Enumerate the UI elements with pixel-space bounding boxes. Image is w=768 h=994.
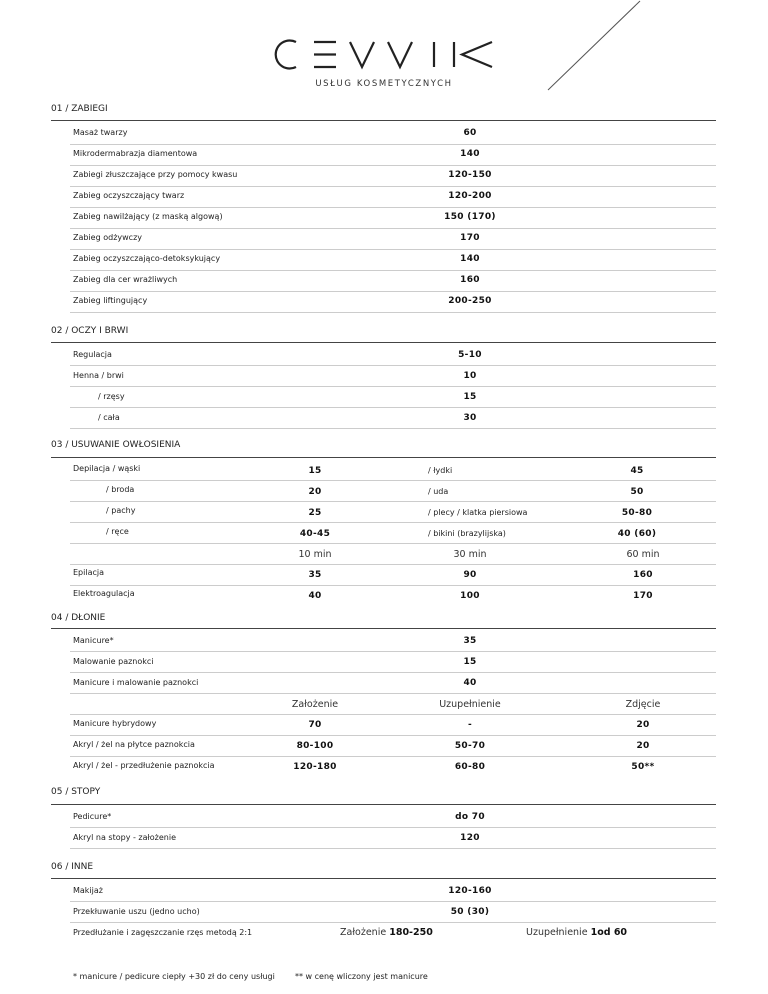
column-header: Uzupełnienie [439, 699, 501, 710]
service-label: Zabieg odżywczy [73, 233, 143, 242]
row-divider [70, 672, 716, 673]
service-label: / bikini (brazylijska) [428, 529, 506, 538]
service-label: Zabieg oczyszczający twarz [73, 191, 185, 200]
service-price: 160 [460, 275, 480, 285]
service-label: / uda [428, 487, 449, 496]
service-label: / plecy / klatka piersiowa [428, 508, 528, 517]
row-divider [70, 848, 716, 849]
service-label: Akryl na stopy - założenie [73, 833, 176, 842]
service-price: - [467, 720, 473, 730]
service-label: Regulacja [73, 350, 112, 359]
logo-cennik [270, 38, 500, 72]
section-divider [51, 804, 716, 805]
service-label: Zabieg oczyszczająco-detoksykujący [73, 254, 221, 263]
row-divider [70, 922, 716, 923]
service-label: Mikrodermabrazja diamentowa [73, 149, 198, 158]
row-divider [70, 365, 716, 366]
service-price: 20 [636, 720, 650, 730]
row-divider [70, 386, 716, 387]
service-price: 30 [463, 413, 477, 423]
lash-refill-value: 1od 60 [590, 927, 628, 938]
service-price: 170 [633, 591, 653, 601]
service-price: 100 [460, 591, 480, 601]
service-price: 20 [308, 487, 322, 497]
row-divider [70, 270, 716, 271]
row-divider [70, 735, 716, 736]
service-label: / pachy [106, 506, 136, 515]
section-title-inne: 06 / INNE [51, 862, 94, 872]
service-price: 40 [308, 591, 322, 601]
section-divider [51, 120, 716, 121]
service-label: Depilacja / wąski [73, 464, 141, 473]
service-price: 120-160 [448, 886, 492, 896]
service-label: Zabieg nawilżający (z maską algową) [73, 212, 223, 221]
service-price: 50-70 [454, 741, 486, 751]
service-price: 120-200 [448, 191, 492, 201]
row-divider [70, 165, 716, 166]
service-price: 200-250 [448, 296, 492, 306]
service-price: 35 [463, 636, 477, 646]
row-divider [70, 249, 716, 250]
service-price: 40 (60) [617, 529, 657, 539]
service-price: 80-100 [296, 741, 334, 751]
service-price: 60-80 [454, 762, 486, 772]
row-divider [70, 480, 716, 481]
row-divider [70, 543, 716, 544]
footnote-warm-manicure: * manicure / pedicure ciepły +30 zł do ceny usługi [73, 972, 275, 981]
service-price: 140 [460, 149, 480, 159]
service-label: Elektroagulacja [73, 589, 135, 598]
service-price: 40 [463, 678, 477, 688]
service-price: 70 [308, 720, 322, 730]
section-divider [51, 457, 716, 458]
row-divider [70, 564, 716, 565]
lash-set-value: 180-250 [389, 927, 433, 938]
footnote-manicure-included: ** w cenę wliczony jest manicure [295, 972, 428, 981]
service-label: Zabieg liftingujący [73, 296, 148, 305]
service-price: 40-45 [299, 529, 331, 539]
service-price: 5-10 [458, 350, 482, 360]
row-divider [70, 428, 716, 429]
column-header: Założenie [291, 699, 339, 710]
service-label: Masaż twarzy [73, 128, 128, 137]
service-price: 140 [460, 254, 480, 264]
service-label: Pedicure* [73, 812, 112, 821]
lash-set-price [340, 927, 433, 938]
row-divider [70, 291, 716, 292]
row-divider [70, 756, 716, 757]
duration-header: 10 min [298, 549, 332, 560]
section-title-zabiegi: 01 / ZABIEGI [51, 104, 108, 114]
row-divider [70, 522, 716, 523]
service-price: 35 [308, 570, 322, 580]
service-label: / rzęsy [98, 392, 125, 401]
section-title-stopy: 05 / STOPY [51, 787, 101, 797]
service-price: 150 (170) [444, 212, 496, 222]
row-divider [70, 714, 716, 715]
service-label: Przekłuwanie uszu (jedno ucho) [73, 907, 200, 916]
service-price: 60 [463, 128, 477, 138]
duration-header: 30 min [453, 549, 487, 560]
row-divider [70, 228, 716, 229]
service-label: Akryl / żel na płytce paznokcia [73, 740, 195, 749]
service-label: / łydki [428, 466, 453, 475]
row-divider [70, 186, 716, 187]
service-price: 25 [308, 508, 322, 518]
duration-header: 60 min [626, 549, 660, 560]
row-divider [70, 144, 716, 145]
row-divider [70, 827, 716, 828]
service-price: do 70 [455, 812, 485, 822]
service-price: 50-80 [621, 508, 653, 518]
service-label: Epilacja [73, 568, 105, 577]
service-label: Akryl / żel - przedłużenie paznokcia [73, 761, 215, 770]
row-divider [70, 901, 716, 902]
row-divider [70, 693, 716, 694]
section-title-usuwanie-owlosienia: 03 / USUWANIE OWŁOSIENIA [51, 440, 181, 450]
row-divider [70, 585, 716, 586]
service-price: 15 [308, 466, 322, 476]
section-divider [51, 342, 716, 343]
service-label: Zabieg dla cer wrażliwych [73, 275, 178, 284]
service-price: 90 [463, 570, 477, 580]
row-divider [70, 407, 716, 408]
column-header: Zdjęcie [625, 699, 661, 710]
service-price: 15 [463, 657, 477, 667]
service-price: 120 [460, 833, 480, 843]
service-label: Przedłużanie i zagęszczanie rzęs metodą 2:1 [73, 928, 253, 937]
service-price: 50** [631, 762, 655, 772]
service-price: 160 [633, 570, 653, 580]
service-label: Makijaż [73, 886, 103, 895]
service-price: 170 [460, 233, 480, 243]
lash-set-label: Założenie [340, 927, 387, 938]
service-label: / cała [98, 413, 120, 422]
service-price: 50 [630, 487, 644, 497]
service-label: / ręce [106, 527, 129, 536]
section-divider [51, 878, 716, 879]
row-divider [70, 207, 716, 208]
lash-refill-label: Uzupełnienie [526, 927, 588, 938]
service-price: 120-150 [448, 170, 492, 180]
service-label: Zabiegi złuszczające przy pomocy kwasu [73, 170, 238, 179]
row-divider [70, 501, 716, 502]
service-label: Henna / brwi [73, 371, 124, 380]
row-divider [70, 651, 716, 652]
service-price: 20 [636, 741, 650, 751]
section-divider [51, 628, 716, 629]
service-label: Malowanie paznokci [73, 657, 154, 666]
service-price: 45 [630, 466, 644, 476]
row-divider [70, 312, 716, 313]
section-title-oczy-brwi: 02 / OCZY I BRWI [51, 326, 129, 336]
lash-refill-price [526, 927, 627, 938]
subtitle: USŁUG KOSMETYCZNYCH [315, 79, 453, 89]
service-label: Manicure hybrydowy [73, 719, 157, 728]
service-label: / broda [106, 485, 135, 494]
service-price: 15 [463, 392, 477, 402]
decorative-diagonal-line [540, 0, 650, 95]
service-price: 10 [463, 371, 477, 381]
section-title-dlonie: 04 / DŁONIE [51, 613, 106, 623]
service-price: 120-180 [293, 762, 337, 772]
service-price: 50 (30) [450, 907, 490, 917]
service-label: Manicure* [73, 636, 114, 645]
service-label: Manicure i malowanie paznokci [73, 678, 199, 687]
